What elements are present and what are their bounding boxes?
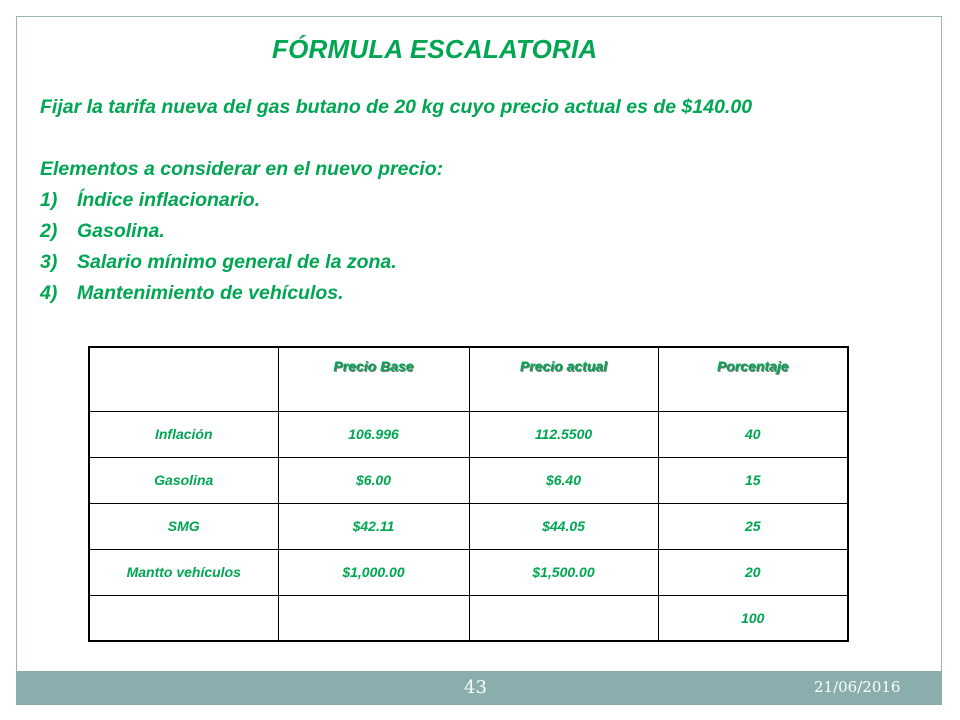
page-number: 43 — [464, 677, 487, 698]
cell-porcentaje: 40 — [658, 411, 848, 457]
spacer — [40, 123, 920, 154]
list-item-text: Índice inflacionario. — [77, 189, 261, 211]
cell-porcentaje: 25 — [658, 503, 848, 549]
slide-body — [40, 92, 920, 309]
row-label: Mantto vehículos — [89, 549, 278, 595]
header-cell-empty — [89, 347, 278, 411]
list-item-text: Mantenimiento de vehículos. — [77, 282, 344, 304]
cell-precio-base — [278, 595, 469, 641]
list-item-number: 3) — [40, 251, 58, 273]
list-item — [40, 216, 920, 247]
cell-porcentaje: 20 — [658, 549, 848, 595]
table-row — [89, 411, 848, 457]
cell-precio-base: $6.00 — [278, 457, 469, 503]
list-item-text: Salario mínimo general de la zona. — [77, 251, 397, 273]
cell-porcentaje: 15 — [658, 457, 848, 503]
cell-precio-actual: 112.5500 — [469, 411, 658, 457]
row-label: Inflación — [89, 411, 278, 457]
header-cell-porcentaje: Porcentaje — [658, 347, 848, 411]
header-cell-precio-base: Precio Base — [278, 347, 469, 411]
list-item — [40, 247, 920, 278]
cell-precio-base: $1,000.00 — [278, 549, 469, 595]
elements-heading: Elementos a considerar en el nuevo precio: — [40, 158, 444, 180]
cell-precio-base: $42.11 — [278, 503, 469, 549]
table-header-row — [89, 347, 848, 411]
cell-precio-actual: $1,500.00 — [469, 549, 658, 595]
list-item-text: Gasolina. — [77, 220, 165, 242]
cell-precio-actual: $44.05 — [469, 503, 658, 549]
table-row — [89, 457, 848, 503]
table-row — [89, 549, 848, 595]
cell-precio-actual: $6.40 — [469, 457, 658, 503]
cell-precio-base: 106.996 — [278, 411, 469, 457]
footer-date: 21/06/2016 — [814, 678, 901, 696]
intro-text: Fijar la tarifa nueva del gas butano de 20 kg cuyo precio actual es de $140.00 — [40, 96, 753, 118]
list-item — [40, 278, 920, 309]
slide-title: FÓRMULA ESCALATORIA — [272, 34, 598, 64]
row-label — [89, 595, 278, 641]
cell-precio-actual — [469, 595, 658, 641]
list-item-number: 4) — [40, 282, 58, 304]
elements-list — [40, 185, 920, 309]
list-item-number: 2) — [40, 220, 58, 242]
row-label: Gasolina — [89, 457, 278, 503]
list-item — [40, 185, 920, 216]
header-cell-precio-actual: Precio actual — [469, 347, 658, 411]
list-item-number: 1) — [40, 189, 58, 211]
row-label: SMG — [89, 503, 278, 549]
price-table — [88, 346, 849, 642]
table-total-row — [89, 595, 848, 641]
table-row — [89, 503, 848, 549]
cell-porcentaje-total: 100 — [658, 595, 848, 641]
